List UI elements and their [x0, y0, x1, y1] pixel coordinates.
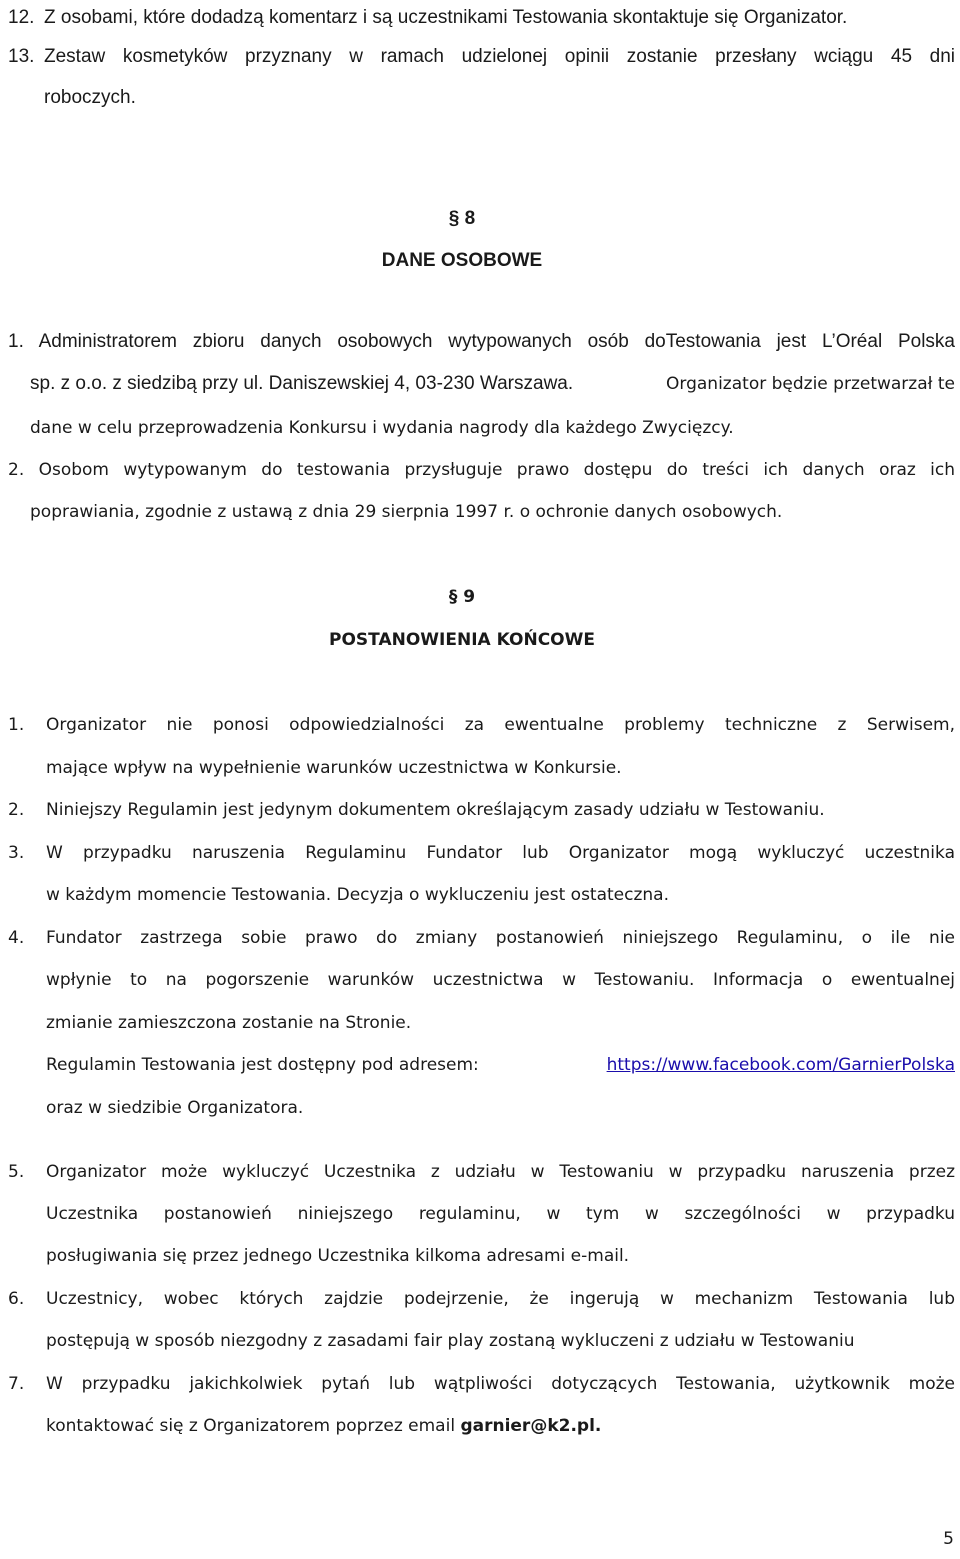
- item-13-number: 13.: [8, 46, 35, 67]
- s9-item-3-line-1: W przypadku naruszenia Regulaminu Fundator lub Organizator mogą wykluczyć uczestnika: [46, 843, 955, 863]
- s9-item-1-line-1: Organizator nie ponosi odpowiedzialności za ewentualne problemy techniczne z Serwisem,: [46, 715, 955, 735]
- s9-item-7-line-2: [46, 1414, 601, 1438]
- s9-item-2-number: 2.: [8, 800, 25, 820]
- section-9-title: POSTANOWIENIA KOŃCOWE: [329, 630, 595, 650]
- s9-item-5-line-1: Organizator może wykluczyć Uczestnika z udziału w Testowaniu w przypadku naruszenia przez: [46, 1162, 955, 1182]
- s9-item-7-number: 7.: [8, 1374, 25, 1394]
- s9-item-3-line-2: w każdym momencie Testowania. Decyzja o wykluczeniu jest ostateczna.: [46, 885, 669, 905]
- s9-item-1-line-2: mające wpływ na wypełnienie warunków uczestnictwa w Konkursie.: [46, 758, 622, 778]
- s9-item-1-number: 1.: [8, 715, 25, 735]
- item-12-number: 12.: [8, 7, 35, 28]
- s9-item-4-line-1: Fundator zastrzega sobie prawo do zmiany postanowień niniejszego Regulaminu, o ile nie: [46, 928, 955, 948]
- s8-p1-line-3: dane w celu przeprowadzenia Konkursu i wydania nagrody dla każdego Zwycięzcy.: [30, 418, 734, 438]
- s8-p1-line-2: [30, 372, 955, 396]
- item-13-line-2: roboczych.: [44, 87, 136, 108]
- s9-item-4-line-3: zmianie zamieszczona zostanie na Stronie.: [46, 1013, 412, 1033]
- section-8-title: DANE OSOBOWE: [381, 250, 543, 271]
- s9-item-4-line-2: wpłynie to na pogorszenie warunków uczestnictwa w Testowaniu. Informacja o ewentualnej: [46, 970, 955, 990]
- facebook-link[interactable]: https://www.facebook.com/GarnierPolska: [606, 1055, 955, 1075]
- contact-email[interactable]: garnier@k2.pl.: [460, 1416, 602, 1436]
- s9-item-5-line-2: Uczestnika postanowień niniejszego regulaminu, w tym w szczególności w przypadku: [46, 1204, 955, 1224]
- item-13-line-1: [44, 45, 955, 69]
- regulamin-line: [46, 1053, 955, 1077]
- s8-p1-line-1: 1. Administratorem zbioru danych osobowych wytypowanych osób doTestowania jest L’Oréal Polska: [8, 331, 955, 352]
- item-12-text: Z osobami, które dodadzą komentarz i są uczestnikami Testowania skontaktuje się Organizator.: [44, 7, 848, 28]
- s8-p2-line-2: poprawiania, zgodnie z ustawą z dnia 29 sierpnia 1997 r. o ochronie danych osobowych.: [30, 502, 783, 522]
- s9-item-6-number: 6.: [8, 1289, 25, 1309]
- contact-text: kontaktować się z Organizatorem poprzez email: [46, 1416, 456, 1436]
- regulamin-tail: oraz w siedzibie Organizatora.: [46, 1098, 304, 1118]
- s9-item-7-line-1: W przypadku jakichkolwiek pytań lub wątpliwości dotyczących Testowania, użytkownik może: [46, 1374, 955, 1394]
- s9-item-6-line-1: Uczestnicy, wobec których zajdzie podejrzenie, że ingerują w mechanizm Testowania lub: [46, 1289, 955, 1309]
- s9-item-5-number: 5.: [8, 1162, 25, 1182]
- s9-item-6-line-2: postępują w sposób niezgodny z zasadami fair play zostaną wykluczeni z udziału w Testowaniu: [46, 1331, 855, 1351]
- s8-p1-organizer: Organizator będzie przetwarzał te: [666, 374, 955, 394]
- regulamin-text: Regulamin Testowania jest dostępny pod adresem:: [46, 1055, 479, 1075]
- page-number: 5: [943, 1529, 954, 1549]
- s9-item-2-line-1: Niniejszy Regulamin jest jedynym dokumentem określającym zasady udziału w Testowaniu.: [46, 800, 825, 820]
- s8-p2-line-1: 2. Osobom wytypowanym do testowania przysługuje prawo dostępu do treści ich danych oraz ich: [8, 460, 955, 480]
- section-9-number: § 9: [448, 587, 476, 607]
- item-13-text: Zestaw kosmetyków przyznany w ramach udzielonej opinii zostanie przesłany wciągu 45 dni: [44, 46, 955, 67]
- s9-item-4-number: 4.: [8, 928, 25, 948]
- s9-item-5-line-3: posługiwania się przez jednego Uczestnika kilkoma adresami e-mail.: [46, 1246, 630, 1266]
- s8-p1-address: sp. z o.o. z siedzibą przy ul. Daniszewskiej 4, 03-230 Warszawa.: [30, 373, 574, 394]
- section-8-number: § 8: [448, 208, 476, 229]
- s9-item-3-number: 3.: [8, 843, 25, 863]
